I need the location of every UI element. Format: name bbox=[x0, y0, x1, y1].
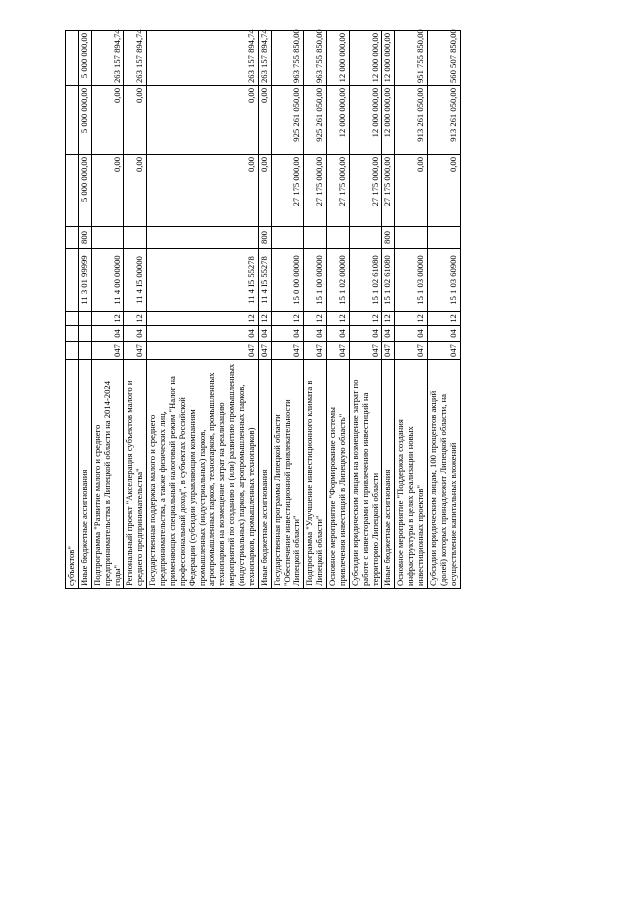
target-article-cell: 15 1 02 00000 bbox=[327, 249, 350, 312]
amount-year1-cell: 0,00 bbox=[427, 155, 460, 227]
amount-year1-cell: 27 175 000,00 bbox=[271, 155, 304, 227]
section-code-cell: 04 bbox=[124, 326, 147, 342]
amount-year3-cell bbox=[66, 31, 79, 86]
subsection-code-cell bbox=[66, 312, 79, 326]
table-row bbox=[382, 31, 395, 589]
row-name-cell: Основное мероприятие "Поддержка создания инфраструктуры в целях реализации новых инвестиционных проектов" bbox=[395, 360, 428, 589]
amount-year1-cell: 5 000 000,00 bbox=[78, 155, 91, 227]
amount-year1-cell: 0,00 bbox=[147, 155, 259, 227]
row-name-cell: Основное мероприятие "Формирование системы привлечения инвестиций в Липецкую область" bbox=[327, 360, 350, 589]
target-article-cell: 15 1 00 00000 bbox=[304, 249, 327, 312]
target-article-cell bbox=[66, 249, 79, 312]
amount-year2-cell bbox=[66, 86, 79, 155]
row-name-cell: Подпрограмма "Развитие малого и среднего предпринимательства в Липецкой области на 2014-2024 годы" bbox=[91, 360, 124, 589]
section-code-cell bbox=[78, 326, 91, 342]
section-code-cell: 04 bbox=[147, 326, 259, 342]
admin-code-cell: 047 bbox=[382, 342, 395, 360]
row-name-cell: Государственная программа Липецкой области "Обеспечение инвестиционной привлекательности Липецкой области" bbox=[271, 360, 304, 589]
amount-year2-cell: 913 261 050,00 bbox=[427, 86, 460, 155]
target-article-cell: 11 4 00 00000 bbox=[91, 249, 124, 312]
amount-year1-cell: 27 175 000,00 bbox=[382, 155, 395, 227]
table-row bbox=[91, 31, 124, 589]
amount-year1-cell: 0,00 bbox=[258, 155, 271, 227]
amount-year1-cell: 0,00 bbox=[91, 155, 124, 227]
target-article-cell: 15 1 03 60900 bbox=[427, 249, 460, 312]
subsection-code-cell bbox=[78, 312, 91, 326]
amount-year3-cell: 5 000 000,00 bbox=[78, 31, 91, 86]
admin-code-cell: 047 bbox=[271, 342, 304, 360]
admin-code-cell: 047 bbox=[304, 342, 327, 360]
row-name-cell: Субсидии юридическим лицам на возмещение затрат по работе с инвесторами и привлечению инвестиций на территорию Липецкой области bbox=[349, 360, 382, 589]
budget-table-body bbox=[66, 31, 461, 589]
row-name-cell: Субсидии юридическим лицам, 100 процентов акций (долей) которых принадлежит Липецкой области, на осуществление капитальных вложений bbox=[427, 360, 460, 589]
expense-type-cell bbox=[147, 227, 259, 249]
amount-year2-cell: 0,00 bbox=[147, 86, 259, 155]
amount-year3-cell: 12 000 000,00 bbox=[327, 31, 350, 86]
expense-type-cell bbox=[395, 227, 428, 249]
table-row bbox=[349, 31, 382, 589]
admin-code-cell: 047 bbox=[327, 342, 350, 360]
expense-type-cell bbox=[91, 227, 124, 249]
table-row bbox=[427, 31, 460, 589]
target-article-cell: 11 4 I5 55278 bbox=[258, 249, 271, 312]
amount-year2-cell: 0,00 bbox=[124, 86, 147, 155]
subsection-code-cell: 12 bbox=[427, 312, 460, 326]
subsection-code-cell: 12 bbox=[304, 312, 327, 326]
target-article-cell: 15 1 02 61080 bbox=[349, 249, 382, 312]
row-name-cell: Государственная поддержка малого и среднего предпринимательства, а также физических лиц, применяющих специальный налоговый режим "Налог на профессиональный доход", в субъектах Российской Федерации (субсидии управляющим компаниям промышленных (индустриальных) парков, агропромышленных парков, технопарков, промышленных технопарков на возмещение затрат на реализацию мероприятий по созданию и (или) развитию промышленных (индустриальных) парков, агропромышленных парков, технопарков, промышленных технопарков) bbox=[147, 360, 259, 589]
amount-year2-cell: 12 000 000,00 bbox=[349, 86, 382, 155]
section-code-cell: 04 bbox=[427, 326, 460, 342]
expense-type-cell bbox=[427, 227, 460, 249]
table-row bbox=[147, 31, 259, 589]
target-article-cell: 11 4 I5 00000 bbox=[124, 249, 147, 312]
target-article-cell: 15 0 00 00000 bbox=[271, 249, 304, 312]
admin-code-cell: 047 bbox=[427, 342, 460, 360]
expense-type-cell bbox=[349, 227, 382, 249]
row-name-cell: Подпрограмма "Улучшение инвестиционного климата в Липецкой области" bbox=[304, 360, 327, 589]
amount-year2-cell: 12 000 000,00 bbox=[382, 86, 395, 155]
expense-type-cell bbox=[271, 227, 304, 249]
table-row bbox=[78, 31, 91, 589]
row-name-cell: Иные бюджетные ассигнования bbox=[382, 360, 395, 589]
amount-year2-cell: 0,00 bbox=[258, 86, 271, 155]
expense-type-cell bbox=[327, 227, 350, 249]
section-code-cell: 04 bbox=[327, 326, 350, 342]
amount-year2-cell: 925 261 050,00 bbox=[304, 86, 327, 155]
subsection-code-cell: 12 bbox=[271, 312, 304, 326]
amount-year3-cell: 963 755 850,00 bbox=[304, 31, 327, 86]
amount-year3-cell: 263 157 894,74 bbox=[258, 31, 271, 86]
target-article-cell: 11 4 I5 55278 bbox=[147, 249, 259, 312]
amount-year3-cell: 951 755 850,00 bbox=[395, 31, 428, 86]
expense-type-cell bbox=[124, 227, 147, 249]
admin-code-cell: 047 bbox=[124, 342, 147, 360]
amount-year2-cell: 12 000 000,00 bbox=[327, 86, 350, 155]
subsection-code-cell: 12 bbox=[382, 312, 395, 326]
amount-year3-cell: 12 000 000,00 bbox=[382, 31, 395, 86]
amount-year1-cell: 27 175 000,00 bbox=[349, 155, 382, 227]
row-name-cell: Иные бюджетные ассигнования bbox=[258, 360, 271, 589]
section-code-cell: 04 bbox=[258, 326, 271, 342]
row-name-cell: Региональный проект "Акселерация субъектов малого и среднего предпринимательства" bbox=[124, 360, 147, 589]
subsection-code-cell: 12 bbox=[258, 312, 271, 326]
section-code-cell: 04 bbox=[395, 326, 428, 342]
amount-year3-cell: 263 157 894,74 bbox=[124, 31, 147, 86]
amount-year1-cell: 27 175 000,00 bbox=[327, 155, 350, 227]
expense-type-cell bbox=[304, 227, 327, 249]
subsection-code-cell: 12 bbox=[327, 312, 350, 326]
row-name-cell: субъектов" bbox=[66, 360, 79, 589]
section-code-cell: 04 bbox=[382, 326, 395, 342]
target-article-cell: 11 3 01 99999 bbox=[78, 249, 91, 312]
target-article-cell: 15 1 02 61080 bbox=[382, 249, 395, 312]
admin-code-cell: 047 bbox=[258, 342, 271, 360]
amount-year2-cell: 5 000 000,00 bbox=[78, 86, 91, 155]
amount-year1-cell bbox=[66, 155, 79, 227]
amount-year2-cell: 0,00 bbox=[91, 86, 124, 155]
amount-year3-cell: 12 000 000,00 bbox=[349, 31, 382, 86]
subsection-code-cell: 12 bbox=[395, 312, 428, 326]
budget-table bbox=[65, 30, 461, 589]
table-row bbox=[258, 31, 271, 589]
amount-year1-cell: 0,00 bbox=[124, 155, 147, 227]
admin-code-cell: 047 bbox=[349, 342, 382, 360]
amount-year1-cell: 27 175 000,00 bbox=[304, 155, 327, 227]
subsection-code-cell: 12 bbox=[147, 312, 259, 326]
admin-code-cell: 047 bbox=[395, 342, 428, 360]
section-code-cell: 04 bbox=[304, 326, 327, 342]
table-row bbox=[66, 31, 79, 589]
section-code-cell bbox=[66, 326, 79, 342]
amount-year2-cell: 913 261 050,00 bbox=[395, 86, 428, 155]
section-code-cell: 04 bbox=[349, 326, 382, 342]
row-name-cell: Иные бюджетные ассигнования bbox=[78, 360, 91, 589]
table-row bbox=[327, 31, 350, 589]
admin-code-cell bbox=[66, 342, 79, 360]
table-row bbox=[395, 31, 428, 589]
rotated-budget-table-wrapper bbox=[65, 31, 597, 589]
subsection-code-cell: 12 bbox=[91, 312, 124, 326]
amount-year3-cell: 560 507 850,00 bbox=[427, 31, 460, 86]
admin-code-cell: 047 bbox=[147, 342, 259, 360]
expense-type-cell bbox=[66, 227, 79, 249]
subsection-code-cell: 12 bbox=[124, 312, 147, 326]
admin-code-cell: 047 bbox=[91, 342, 124, 360]
amount-year3-cell: 263 157 894,74 bbox=[147, 31, 259, 86]
table-row bbox=[304, 31, 327, 589]
amount-year3-cell: 263 157 894,74 bbox=[91, 31, 124, 86]
amount-year1-cell: 0,00 bbox=[395, 155, 428, 227]
section-code-cell: 04 bbox=[271, 326, 304, 342]
amount-year3-cell: 963 755 850,00 bbox=[271, 31, 304, 86]
subsection-code-cell: 12 bbox=[349, 312, 382, 326]
expense-type-cell: 800 bbox=[78, 227, 91, 249]
expense-type-cell: 800 bbox=[258, 227, 271, 249]
expense-type-cell: 800 bbox=[382, 227, 395, 249]
target-article-cell: 15 1 03 00000 bbox=[395, 249, 428, 312]
table-row bbox=[271, 31, 304, 589]
amount-year2-cell: 925 261 050,00 bbox=[271, 86, 304, 155]
table-row bbox=[124, 31, 147, 589]
admin-code-cell bbox=[78, 342, 91, 360]
section-code-cell: 04 bbox=[91, 326, 124, 342]
